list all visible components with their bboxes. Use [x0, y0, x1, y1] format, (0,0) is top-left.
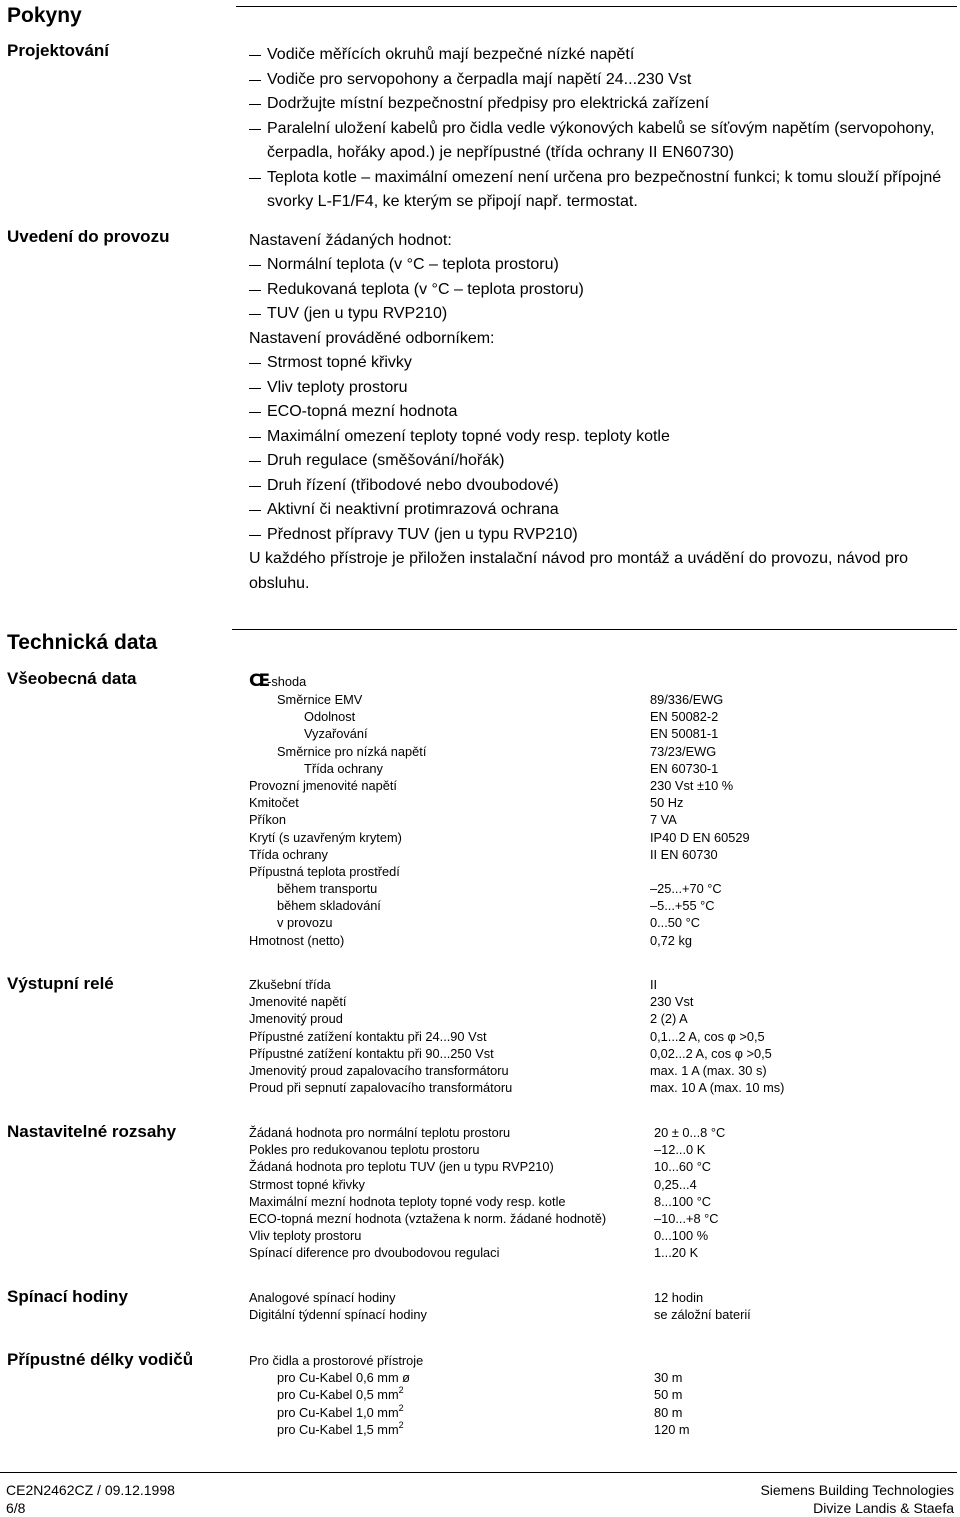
table-row: v provozu 0...50 °C — [277, 915, 700, 931]
ranges-table — [249, 1124, 954, 1262]
uvedeni-intro-2: Nastavení prováděné odborníkem: — [249, 330, 495, 347]
table-row: Digitální týdenní spínací hodiny se záložní baterií — [249, 1307, 751, 1323]
table-row: Pokles pro redukovanou teplotu prostoru –12...0 K — [249, 1142, 706, 1158]
heading-clock: Spínací hodiny — [7, 1287, 128, 1306]
table-row: Pro čidla a prostorové přístroje — [249, 1353, 424, 1368]
table-row: Proud při sepnutí zapalovacího transformátoru max. 10 A (max. 10 ms) — [249, 1080, 785, 1096]
uvedeni-intro-1: Nastavení žádaných hodnot: — [249, 232, 452, 249]
footer-doc-id: CE2N2462CZ / 09.12.1998 — [6, 1482, 175, 1498]
table-row: Jmenovité napětí 230 Vst — [249, 994, 694, 1010]
relay-table — [249, 976, 949, 1096]
list-item: TUV (jen u typu RVP210) — [249, 302, 954, 327]
table-row: Vyzařování EN 50081-1 — [304, 726, 719, 742]
footer-rule — [0, 1472, 957, 1473]
table-row: Spínací diference pro dvoubodovou regulaci 1...20 K — [249, 1245, 699, 1261]
table-row: Přípustné zatížení kontaktu při 90...250 Vst 0,02...2 A, cos φ >0,5 — [249, 1045, 772, 1061]
table-row: ECO-topná mezní hodnota (vztažena k norm. žádané hodnotě) –10...+8 °C — [249, 1210, 719, 1226]
list-item: ECO-topná mezní hodnota — [249, 400, 954, 425]
heading-relay: Výstupní relé — [7, 974, 114, 993]
clock-table — [249, 1289, 954, 1323]
table-row: Třída ochrany EN 60730-1 — [304, 760, 719, 776]
table-row: Jmenovitý proud zapalovacího transformátoru max. 1 A (max. 30 s) — [249, 1062, 767, 1078]
section-rule — [232, 629, 957, 630]
list-item: Druh řízení (třibodové nebo dvoubodové) — [249, 474, 954, 499]
list-item: Redukovaná teplota (v °C – teplota prostoru) — [249, 278, 954, 303]
table-row: Odolnost EN 50082-2 — [304, 709, 719, 725]
table-row: Strmost topné křivky 0,25...4 — [249, 1176, 697, 1192]
table-row: pro Cu-Kabel 1,5 $mm^2$ 120 m — [277, 1419, 690, 1437]
footer-page-number: 6/8 — [6, 1500, 26, 1516]
list-item: Vodiče pro servopohony a čerpadla mají napětí 24...230 Vst — [249, 68, 954, 93]
list-item: Vliv teploty prostoru — [249, 376, 954, 401]
heading-cables: Přípustné délky vodičů — [7, 1350, 194, 1369]
table-row: Žádaná hodnota pro teplotu TUV (jen u typu RVP210) 10...60 °C — [249, 1159, 712, 1175]
ce-mark: CE — [249, 671, 268, 691]
list-item: Strmost topné křivky — [249, 351, 954, 376]
footer-division: Divize Landis & Staefa — [813, 1500, 954, 1516]
table-row: Maximální mezní hodnota teploty topné vody resp. kotle 8...100 °C — [249, 1193, 712, 1209]
table-row: Analogové spínací hodiny 12 hodin — [249, 1290, 704, 1305]
heading-projektovani: Projektování — [7, 41, 110, 60]
table-row: Kmitočet 50 Hz — [249, 795, 684, 811]
list-item: Paralelní uložení kabelů pro čidla vedle výkonových kabelů se síťovým napětím (servopohony, čerpadla, hořáky apod.) je nepřípustné (třída ochrany II EN60730) — [249, 117, 954, 166]
section-title-technical: Technická data — [7, 631, 158, 654]
footer-company: Siemens Building Technologies — [760, 1482, 954, 1498]
table-row: Zkušební třída II — [249, 977, 658, 992]
list-item: Druh regulace (směšování/hořák) — [249, 449, 954, 474]
list-item: Teplota kotle – maximální omezení není určena pro bezpečnostní funkci; k tomu slouží přípojné svorky L-F1/F4, ke kterým se připojí např. termostat. — [249, 166, 954, 215]
top-rule — [236, 6, 957, 7]
uvedeni-list-2 — [249, 351, 954, 547]
uvedeni-list-1 — [249, 253, 954, 327]
table-row: Žádaná hodnota pro normální teplotu prostoru 20 ± 0...8 °C — [249, 1125, 726, 1140]
table-row: pro Cu-Kabel 0,5 $mm^2$ 50 m — [277, 1385, 683, 1403]
list-item: Dodržujte místní bezpečnostní předpisy pro elektrická zařízení — [249, 92, 954, 117]
table-row: Jmenovitý proud 2 (2) A — [249, 1011, 688, 1027]
table-row: Směrnice EMV 89/336/EWG — [277, 692, 724, 707]
uvedeni-closing: U každého přístroje je přiložen instalační návod pro montáž a uvádění do provozu, návod pro obsluhu. — [249, 550, 909, 592]
table-row: Přípustné zatížení kontaktu při 24...90 Vst 0,1...2 A, cos φ >0,5 — [249, 1028, 765, 1044]
general-table — [249, 691, 949, 949]
table-row: během skladování –5...+55 °C — [277, 898, 715, 914]
cables-table — [249, 1352, 954, 1438]
list-item: Normální teplota (v °C – teplota prostoru) — [249, 253, 954, 278]
table-row: Krytí (s uzavřeným krytem) IP40 D EN 60529 — [249, 829, 750, 845]
table-row: Přípustná teplota prostředí — [249, 863, 400, 879]
table-row: Třída ochrany II EN 60730 — [249, 846, 718, 862]
table-row: pro Cu-Kabel 1,0 $mm^2$ 80 m — [277, 1402, 683, 1420]
list-item: Vodiče měřících okruhů mají bezpečné nízké napětí — [249, 43, 954, 68]
heading-uvedeni: Uvedení do provozu — [7, 227, 170, 246]
section-title-pokyny: Pokyny — [7, 4, 82, 27]
ce-suffix: -shoda — [267, 674, 307, 689]
list-item: Maximální omezení teploty topné vody resp. teploty kotle — [249, 425, 954, 450]
heading-general: Všeobecná data — [7, 669, 137, 688]
heading-ranges: Nastavitelné rozsahy — [7, 1122, 177, 1141]
table-row: během transportu –25...+70 °C — [277, 881, 722, 897]
table-row: Příkon 7 VA — [249, 812, 677, 828]
projektovani-list — [249, 43, 954, 215]
table-row: Hmotnost (netto) 0,72 kg — [249, 932, 692, 948]
table-row: Směrnice pro nízká napětí 73/23/EWG — [277, 743, 717, 759]
table-row: pro Cu-Kabel 0,6 mm ø 30 m — [277, 1370, 683, 1386]
list-item: Přednost přípravy TUV (jen u typu RVP210) — [249, 523, 954, 548]
table-row: Provozní jmenovité napětí 230 Vst ±10 % — [249, 777, 734, 793]
ce-conformity — [249, 672, 306, 691]
table-row: Vliv teploty prostoru 0...100 % — [249, 1228, 709, 1244]
list-item: Aktivní či neaktivní protimrazová ochrana — [249, 498, 954, 523]
